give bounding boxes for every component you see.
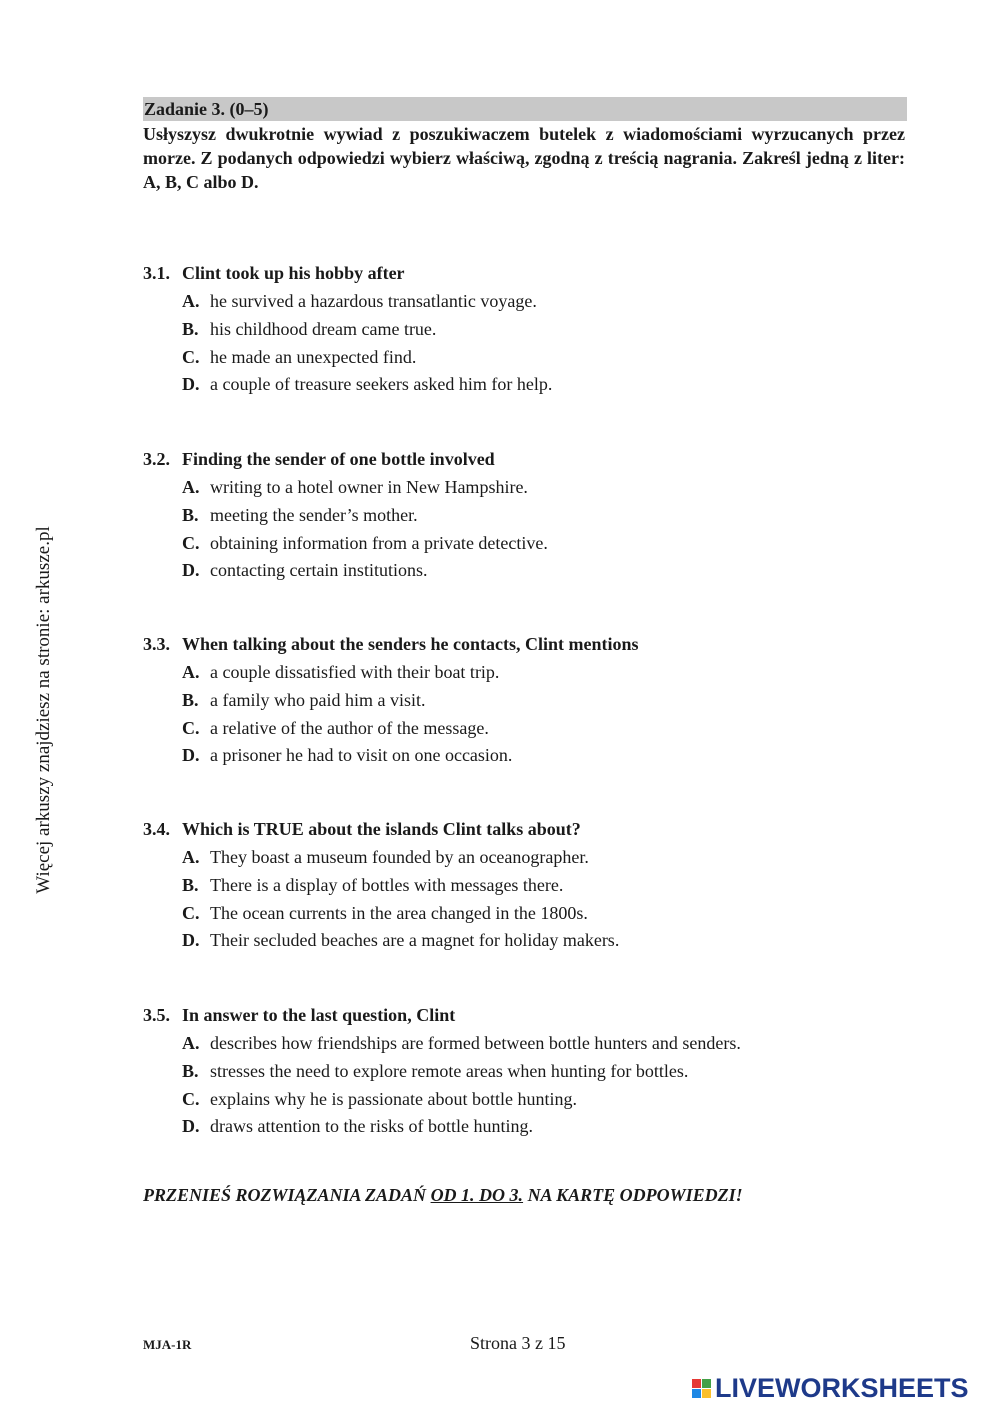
option-text: his childhood dream came true.	[210, 318, 437, 339]
option-letter: A.	[182, 847, 200, 867]
answer-option-b[interactable]	[143, 1058, 923, 1086]
option-text: a relative of the author of the message.	[210, 717, 489, 738]
option-text: draws attention to the risks of bottle hunting.	[210, 1116, 533, 1137]
answer-option-c[interactable]	[143, 530, 923, 558]
logo-square	[702, 1379, 711, 1388]
note-text-before: PRZENIEŚ ROZWIĄZANIA ZADAŃ	[143, 1185, 431, 1205]
option-letter: A.	[182, 1033, 200, 1053]
option-text: They boast a museum founded by an oceanographer.	[210, 847, 589, 867]
answer-option-d[interactable]	[143, 1113, 923, 1141]
question-number: 3.5.	[143, 1005, 170, 1025]
option-text: writing to a hotel owner in New Hampshire.	[210, 477, 528, 497]
question-stem	[143, 446, 923, 474]
task-header: Zadanie 3. (0–5)	[143, 97, 907, 121]
answer-option-c[interactable]	[143, 344, 923, 372]
answer-option-b[interactable]	[143, 316, 923, 344]
option-letter: B.	[182, 318, 199, 339]
answer-option-b[interactable]	[143, 687, 923, 715]
option-letter: B.	[182, 689, 199, 710]
logo-square	[702, 1389, 711, 1398]
option-text: stresses the need to explore remote areas when hunting for bottles.	[210, 1060, 689, 1081]
option-letter: B.	[182, 1060, 199, 1081]
option-text: a couple dissatisfied with their boat trip.	[210, 662, 500, 682]
question-number: 3.4.	[143, 819, 170, 839]
option-letter: D.	[182, 560, 200, 581]
answer-option-d[interactable]	[143, 742, 923, 770]
question-stem	[143, 260, 923, 288]
option-letter: C.	[182, 717, 200, 738]
option-letter: D.	[182, 1116, 200, 1137]
question-4	[143, 816, 923, 955]
logo-square	[692, 1379, 701, 1388]
answer-option-a[interactable]	[143, 659, 923, 687]
option-letter: C.	[182, 346, 200, 367]
answer-option-a[interactable]	[143, 844, 923, 872]
option-letter: B.	[182, 504, 199, 525]
question-stem-text: When talking about the senders he contacts, Clint mentions	[182, 634, 639, 654]
note-text-underlined: OD 1. DO 3.	[430, 1185, 524, 1205]
question-stem	[143, 1002, 923, 1030]
option-text: he survived a hazardous transatlantic voyage.	[210, 291, 537, 311]
option-text: There is a display of bottles with messages there.	[210, 874, 564, 895]
liveworksheets-brand[interactable]	[692, 1373, 969, 1403]
question-stem-text: Which is TRUE about the islands Clint talks about?	[182, 819, 581, 839]
option-text: a family who paid him a visit.	[210, 689, 426, 710]
option-text: Their secluded beaches are a magnet for holiday makers.	[210, 930, 620, 951]
answer-option-c[interactable]	[143, 715, 923, 743]
option-letter: C.	[182, 902, 200, 923]
option-letter: A.	[182, 662, 200, 682]
option-text: describes how friendships are formed between bottle hunters and senders.	[210, 1033, 741, 1053]
task-instruction: Usłyszysz dwukrotnie wywiad z poszukiwaczem butelek z wiadomościami wyrzucanych przez morze. Z podanych odpowiedzi wybierz właściwą, zgodną z treścią nagrania. Zakreśl jedną z liter: A, B, C albo D.	[143, 124, 905, 192]
option-text: The ocean currents in the area changed in the 1800s.	[210, 902, 588, 923]
question-1	[143, 260, 923, 399]
answer-option-d[interactable]	[143, 371, 923, 399]
answer-option-c[interactable]	[143, 900, 923, 928]
option-text: a couple of treasure seekers asked him for help.	[210, 374, 553, 395]
option-text: he made an unexpected find.	[210, 346, 417, 367]
option-letter: D.	[182, 930, 200, 951]
question-3	[143, 631, 923, 770]
option-letter: A.	[182, 477, 200, 497]
page-number: Strona 3 z 15	[470, 1333, 566, 1353]
brand-text: LIVEWORKSHEETS	[715, 1372, 969, 1403]
option-text: obtaining information from a private detective.	[210, 532, 548, 553]
transfer-answers-note	[143, 1185, 743, 1206]
question-5	[143, 1002, 923, 1141]
question-number: 3.3.	[143, 634, 170, 654]
option-text: explains why he is passionate about bottle hunting.	[210, 1088, 577, 1109]
question-stem-text: In answer to the last question, Clint	[182, 1005, 456, 1025]
answer-option-a[interactable]	[143, 288, 923, 316]
exam-code: MJA-1R	[143, 1337, 192, 1352]
answer-option-a[interactable]	[143, 474, 923, 502]
option-letter: D.	[182, 374, 200, 395]
question-stem-text: Clint took up his hobby after	[182, 263, 405, 283]
side-watermark-text: Więcej arkuszy znajdziesz na stronie: arkusze.pl	[33, 526, 54, 894]
option-letter: B.	[182, 874, 199, 895]
answer-option-c[interactable]	[143, 1086, 923, 1114]
note-text-after: NA KARTĘ ODPOWIEDZI!	[523, 1185, 743, 1205]
option-letter: C.	[182, 1088, 200, 1109]
answer-option-d[interactable]	[143, 927, 923, 955]
question-number: 3.1.	[143, 263, 170, 283]
question-2	[143, 446, 923, 585]
answer-option-b[interactable]	[143, 502, 923, 530]
option-text: meeting the sender’s mother.	[210, 504, 418, 525]
answer-option-b[interactable]	[143, 872, 923, 900]
option-letter: C.	[182, 532, 200, 553]
answer-option-d[interactable]	[143, 557, 923, 585]
option-letter: D.	[182, 745, 200, 766]
option-text: a prisoner he had to visit on one occasion.	[210, 745, 513, 766]
option-text: contacting certain institutions.	[210, 560, 428, 581]
question-number: 3.2.	[143, 449, 170, 469]
question-stem	[143, 631, 923, 659]
question-stem-text: Finding the sender of one bottle involved	[182, 449, 495, 469]
question-stem	[143, 816, 923, 844]
option-letter: A.	[182, 291, 200, 311]
logo-square	[692, 1389, 701, 1398]
brand-logo-icon	[692, 1379, 711, 1398]
answer-option-a[interactable]	[143, 1030, 923, 1058]
